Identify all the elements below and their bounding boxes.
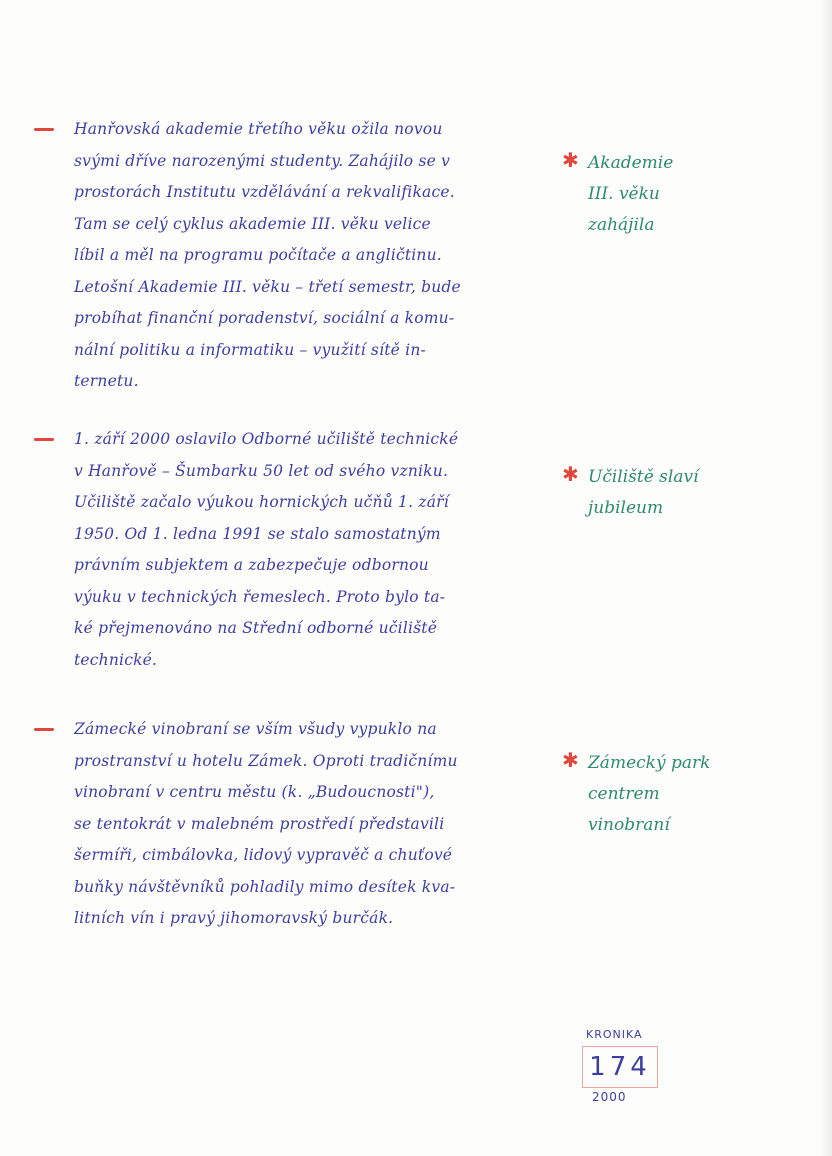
chronicle-year: 2000 [592,1090,627,1104]
asterisk-icon: ✱ [562,462,579,486]
margin-note-line: Zámecký park [588,753,711,773]
entry-line: 1950. Od 1. ledna 1991 se stalo samostatným [74,524,441,543]
entry-line: Hanřovská akademie třetího věku ožila novou [74,120,443,138]
margin-note-line: zahájila [588,215,655,235]
entry-line: Učiliště začalo výukou hornických učňů 1. září [74,493,449,511]
chronicle-label: KRONIKA [586,1028,643,1041]
entry-line: probíhat finanční poradenství, sociální a komu- [74,309,455,327]
entry-text [74,714,556,935]
entry-line: šermíři, cimbálovka, lidový vypravěč a chuťové [74,846,453,864]
entry-line: Zámecké vinobraní se vším všudy vypuklo na [74,720,437,738]
entry-line: ké přejmenováno na Střední odborné učiliště [74,619,438,637]
entry-line: líbil a měl na programu počítače a angličtinu. [74,246,442,264]
entry-text [74,114,556,398]
margin-note-line: centrem [588,784,660,804]
entry-line: svými dříve narozenými studenty. Zahájilo se v [74,151,451,170]
entry-line: Letošní Akademie III. věku – třetí semestr, bude [74,277,461,296]
entry-line: nální politiku a informatiku – využití sítě in- [74,340,426,359]
entry-line: technické. [74,650,158,669]
asterisk-icon: ✱ [562,748,579,772]
entry-line: se tentokrát v malebném prostředí představili [74,814,445,833]
margin-note-line: Učiliště slaví [588,467,699,487]
entry-line: právním subjektem a zabezpečuje odbornou [74,556,429,574]
entry-line: prostranství u hotelu Zámek. Oproti tradičnímu [74,751,458,770]
margin-note-line: Akademie [588,153,674,173]
entry-line: 1. září 2000 oslavilo Odborné učiliště technické [74,430,459,448]
entry-line: v Hanřově – Šumbarku 50 let od svého vzniku. [74,461,449,480]
entry-dash-marker [34,128,54,131]
entry-line: výuku v technických řemeslech. Proto bylo ta- [74,587,446,606]
margin-note-line: jubileum [588,498,664,518]
entry-line: prostorách Institutu vzdělávání a rekvalifikace. [74,183,455,201]
entry-line: litních vín i pravý jihomoravský burčák. [74,909,394,927]
entry-text [74,424,556,676]
entry-line: vinobraní v centru městu (k. „Budoucnosti"), [74,783,435,801]
asterisk-icon: ✱ [562,148,579,172]
entry-line: Tam se celý cyklus akademie III. věku velice [74,214,431,233]
entry-dash-marker [34,438,54,441]
entry-dash-marker [34,728,54,731]
entry-line: ternetu. [74,372,139,390]
page-number-box [582,1046,658,1088]
page-edge-shadow [820,0,832,1156]
margin-note-line: vinobraní [588,815,670,835]
page-number: 174 [589,1052,651,1082]
margin-note-line: III. věku [588,184,660,204]
entry-line: buňky návštěvníků pohladily mimo desítek kva- [74,877,456,896]
